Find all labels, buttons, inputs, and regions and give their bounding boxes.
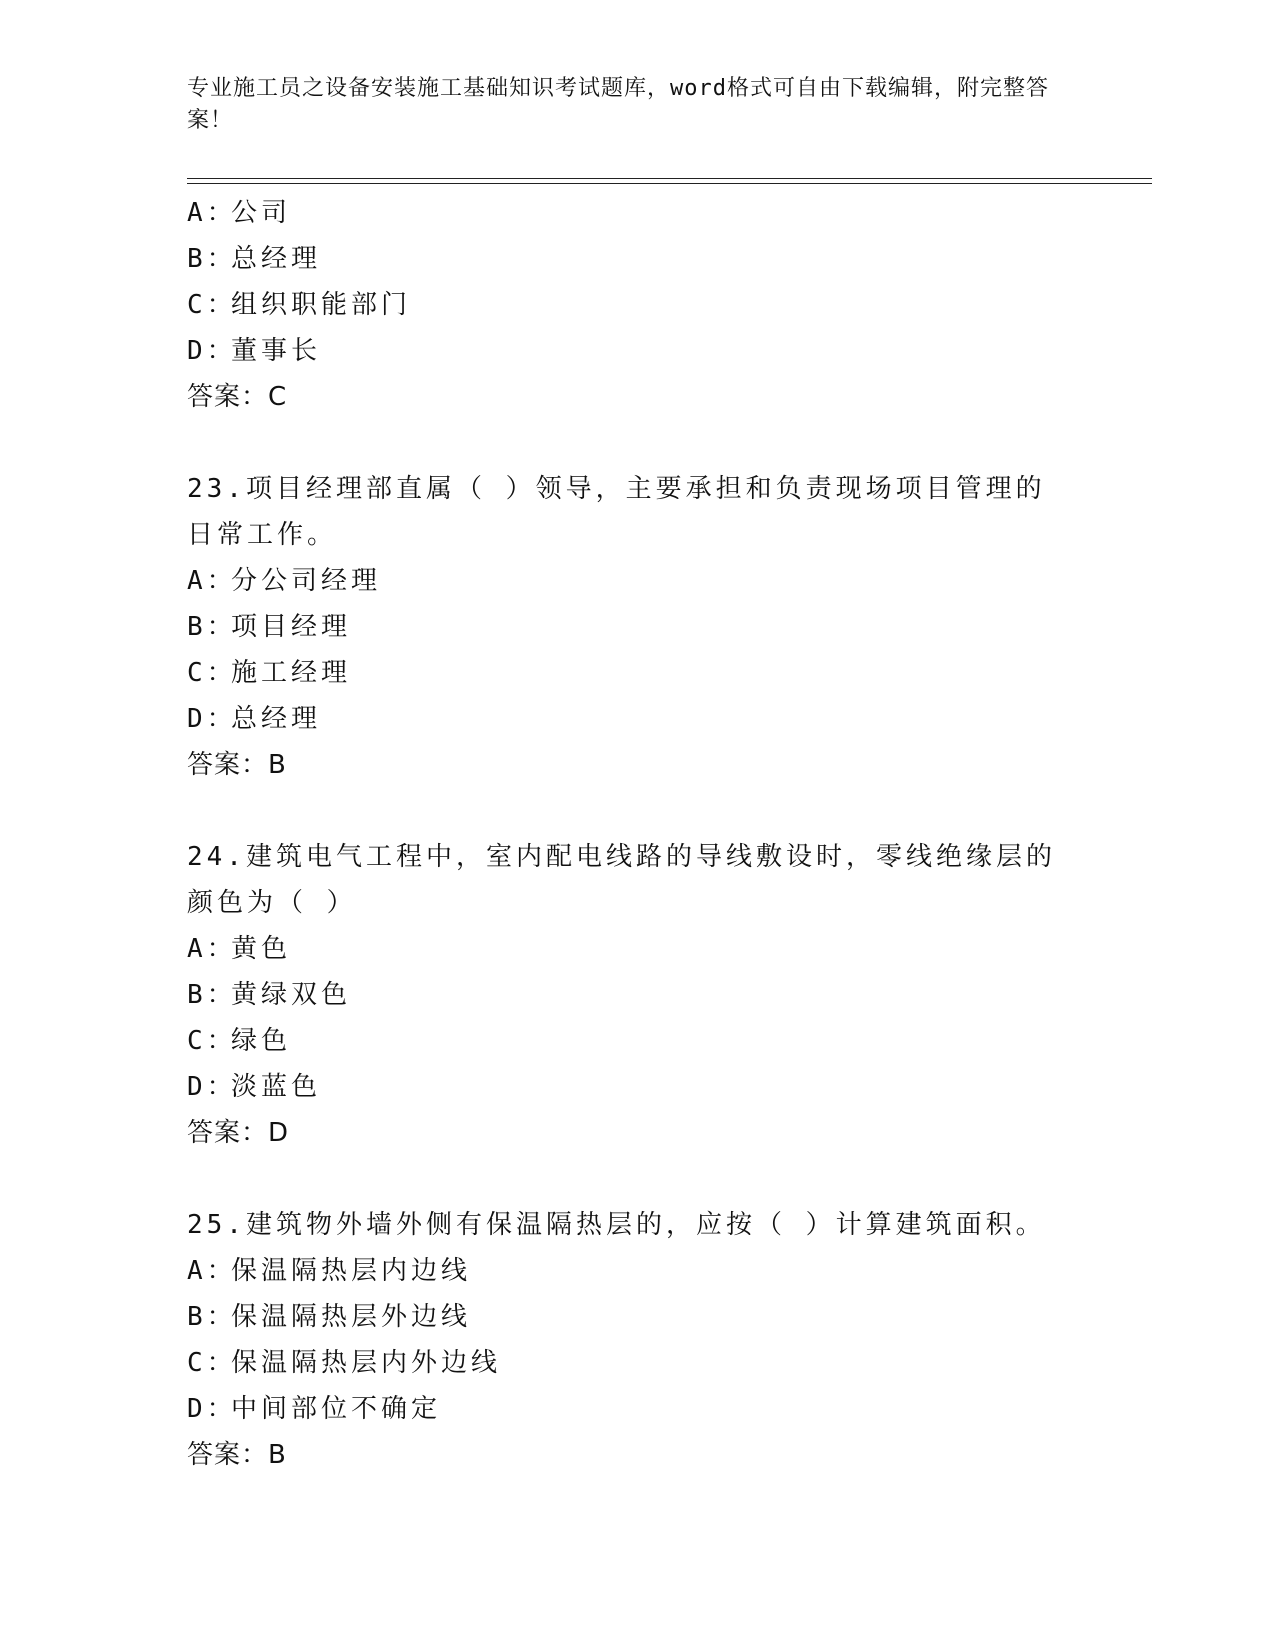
option-a xyxy=(187,1248,1087,1294)
answer-label: 答案： xyxy=(187,382,269,412)
option-text: 保温隔热层外边线 xyxy=(231,1302,472,1332)
answer-line xyxy=(187,1432,1087,1478)
option-letter: D： xyxy=(187,1394,237,1424)
question-24 xyxy=(187,834,1087,1156)
option-c xyxy=(187,1018,1087,1064)
question-text: 23.项目经理部直属（ ）领导，主要承担和负责现场项目管理的日常工作。 xyxy=(187,474,1046,550)
option-letter: A： xyxy=(187,566,237,596)
header-rule-top xyxy=(187,178,1152,179)
answer-value: C xyxy=(268,382,288,412)
option-d xyxy=(187,1386,1087,1432)
option-text: 总经理 xyxy=(231,704,322,734)
option-letter: A： xyxy=(187,1256,237,1286)
question-text: 24.建筑电气工程中，室内配电线路的导线敷设时，零线绝缘层的颜色为（ ） xyxy=(187,842,1056,918)
question-text: 25.建筑物外墙外侧有保温隔热层的，应按（ ）计算建筑面积。 xyxy=(187,1210,1046,1240)
option-letter: B： xyxy=(187,612,237,642)
option-b xyxy=(187,1294,1087,1340)
question-content xyxy=(187,190,1087,1524)
question-23 xyxy=(187,466,1087,788)
option-letter: C： xyxy=(187,658,237,688)
option-c xyxy=(187,1340,1087,1386)
option-text: 淡蓝色 xyxy=(231,1072,322,1102)
answer-label: 答案： xyxy=(187,750,269,780)
option-letter: C： xyxy=(187,1348,237,1378)
option-a xyxy=(187,558,1087,604)
document-header: 专业施工员之设备安装施工基础知识考试题库，word格式可自由下载编辑，附完整答案！ xyxy=(187,76,1049,133)
option-letter: B： xyxy=(187,980,237,1010)
option-d xyxy=(187,1064,1087,1110)
option-text: 董事长 xyxy=(231,336,322,366)
option-text: 保温隔热层内外边线 xyxy=(231,1348,502,1378)
answer-value: B xyxy=(268,750,287,780)
option-text: 项目经理 xyxy=(231,612,352,642)
answer-value: D xyxy=(268,1118,290,1148)
option-b xyxy=(187,236,1087,282)
option-text: 组织职能部门 xyxy=(231,290,412,320)
option-letter: C： xyxy=(187,1026,237,1056)
option-c xyxy=(187,650,1087,696)
option-letter: B： xyxy=(187,244,237,274)
option-letter: A： xyxy=(187,198,237,228)
option-a xyxy=(187,190,1087,236)
option-letter: D： xyxy=(187,1072,237,1102)
option-text: 黄色 xyxy=(231,934,292,964)
option-b xyxy=(187,972,1087,1018)
option-letter: C： xyxy=(187,290,237,320)
question-25 xyxy=(187,1202,1087,1478)
answer-value: B xyxy=(268,1440,287,1470)
answer-line xyxy=(187,742,1087,788)
answer-line xyxy=(187,1110,1087,1156)
pre-question-block xyxy=(187,190,1087,420)
option-b xyxy=(187,604,1087,650)
option-d xyxy=(187,328,1087,374)
answer-label: 答案： xyxy=(187,1440,269,1470)
option-a xyxy=(187,926,1087,972)
option-text: 施工经理 xyxy=(231,658,352,688)
header-rule-bottom xyxy=(187,183,1152,184)
option-c xyxy=(187,282,1087,328)
option-text: 中间部位不确定 xyxy=(231,1394,442,1424)
option-text: 分公司经理 xyxy=(231,566,382,596)
option-letter: D： xyxy=(187,704,237,734)
option-d xyxy=(187,696,1087,742)
option-text: 黄绿双色 xyxy=(231,980,352,1010)
option-letter: B： xyxy=(187,1302,237,1332)
answer-line xyxy=(187,374,1087,420)
option-text: 绿色 xyxy=(231,1026,292,1056)
answer-label: 答案： xyxy=(187,1118,269,1148)
option-text: 公司 xyxy=(231,198,292,228)
option-letter: A： xyxy=(187,934,237,964)
option-letter: D： xyxy=(187,336,237,366)
option-text: 总经理 xyxy=(231,244,322,274)
option-text: 保温隔热层内边线 xyxy=(231,1256,472,1286)
